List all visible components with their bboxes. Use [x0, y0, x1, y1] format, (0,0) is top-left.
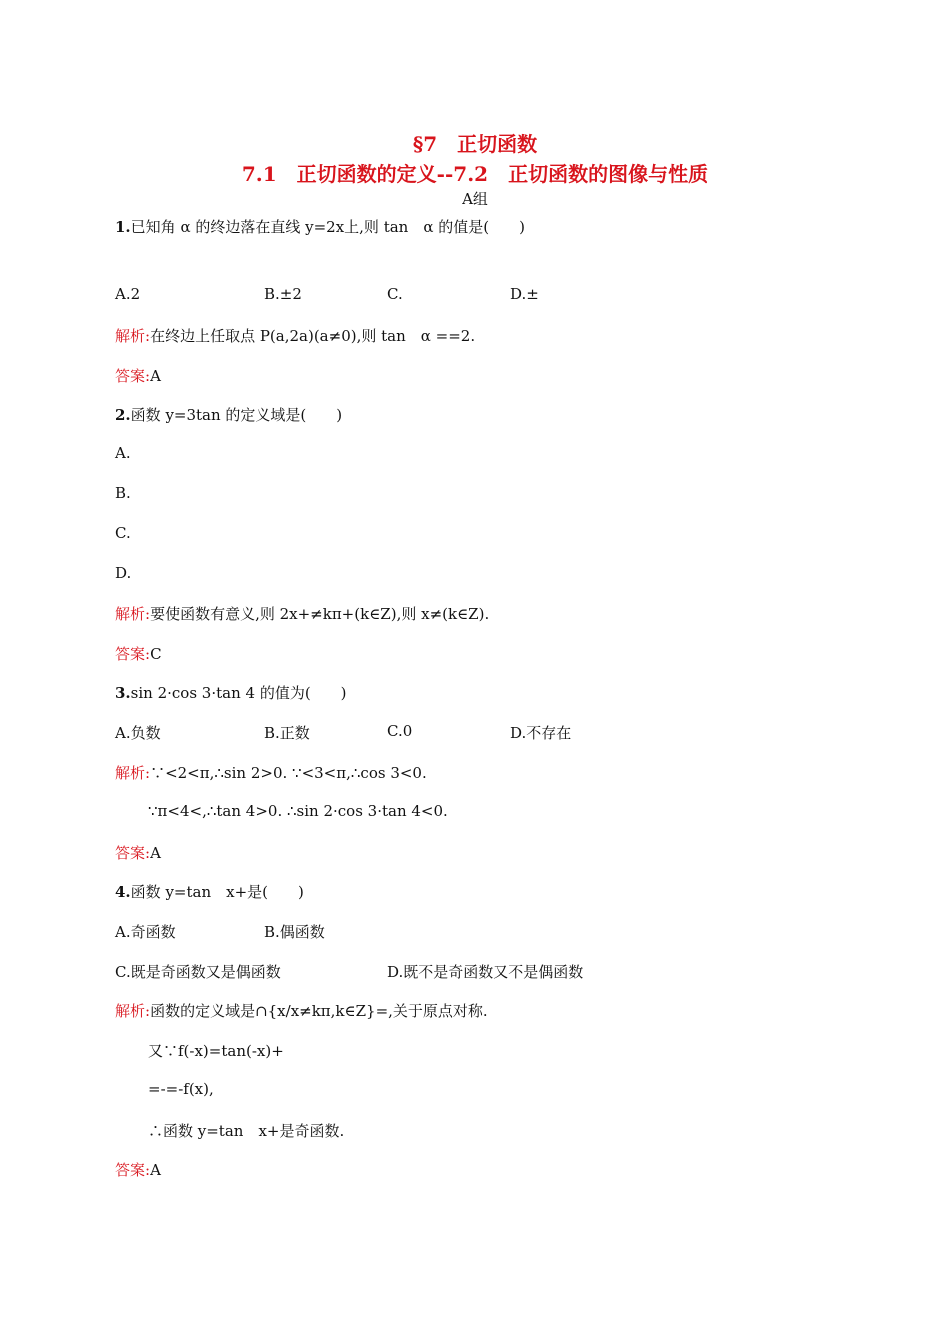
q1-answer-value: A [150, 367, 161, 385]
q2-analysis [115, 603, 489, 624]
q4-options-row1 [115, 921, 615, 941]
group-label: A组 [462, 190, 488, 208]
q2-stem-text: 函数 y=3tan 的定义域是( ) [130, 406, 343, 424]
q1-analysis-label: 解析: [115, 327, 151, 345]
q3-number: 3. [115, 684, 131, 702]
q2-option-a: A. [115, 444, 131, 462]
q3-analysis-line2: ∵π<4<,∴tan 4>0. ∴sin 2·cos 3·tan 4<0. [148, 802, 448, 820]
q3-option-a: A.负数 [115, 724, 161, 742]
q3-analysis [115, 762, 427, 783]
q4-answer-value: A [150, 1161, 161, 1179]
section-title: §7 正切函数 [412, 132, 538, 156]
q3-answer-label: 答案: [115, 844, 151, 862]
q1-analysis-text: 在终边上任取点 P(a,2a)(a≠0),则 tan α ==2. [150, 327, 476, 345]
q3-answer-value: A [150, 844, 161, 862]
q2-stem [115, 404, 342, 425]
q4-option-a: A.奇函数 [115, 923, 176, 941]
q4-analysis [115, 1000, 488, 1021]
q1-answer-label: 答案: [115, 367, 151, 385]
q3-analysis-label: 解析: [115, 764, 151, 782]
q2-answer-label: 答案: [115, 645, 151, 663]
q1-option-b: B.±2 [264, 285, 302, 303]
q1-options [115, 285, 615, 305]
q2-option-d: D. [115, 564, 132, 582]
section-subtitle: 7.1 正切函数的定义--7.2 正切函数的图像与性质 [241, 162, 709, 186]
q4-stem [115, 881, 304, 902]
q1-option-c: C. [387, 285, 403, 303]
q3-stem [115, 682, 347, 703]
q2-analysis-text: 要使函数有意义,则 2x+≠kπ+(k∈Z),则 x≠(k∈Z). [150, 605, 490, 623]
q4-analysis-label: 解析: [115, 1002, 151, 1020]
q3-options [115, 722, 615, 742]
q3-analysis-text: ∵<2<π,∴sin 2>0. ∵<3<π,∴cos 3<0. [150, 764, 427, 782]
q3-option-c: C.0 [387, 722, 413, 740]
q1-answer [115, 365, 161, 386]
q2-answer [115, 643, 162, 664]
q2-analysis-label: 解析: [115, 605, 151, 623]
q4-option-d: D.既不是奇函数又不是偶函数 [387, 963, 584, 981]
q4-analysis-line2: 又∵f(-x)=tan(-x)+ [148, 1042, 284, 1060]
q4-analysis-line3: =-=-f(x), [148, 1080, 214, 1098]
q1-stem [115, 216, 525, 237]
q3-option-b: B.正数 [264, 724, 310, 742]
q1-option-a: A.2 [115, 285, 141, 303]
q3-answer [115, 842, 161, 863]
q4-analysis-text: 函数的定义域是∩{x/x≠kπ,k∈Z}=,关于原点对称. [150, 1002, 488, 1020]
q4-options-row2 [115, 961, 715, 981]
q1-option-d: D.± [510, 285, 539, 303]
q4-number: 4. [115, 883, 131, 901]
q4-answer-label: 答案: [115, 1161, 151, 1179]
q4-answer [115, 1159, 161, 1180]
q4-analysis-line4: ∴函数 y=tan x+是奇函数. [148, 1122, 345, 1140]
q4-option-b: B.偶函数 [264, 923, 325, 941]
q3-option-d: D.不存在 [510, 724, 572, 742]
q4-option-c: C.既是奇函数又是偶函数 [115, 963, 281, 981]
q2-option-b: B. [115, 484, 131, 502]
q2-option-c: C. [115, 524, 131, 542]
q3-stem-text: sin 2·cos 3·tan 4 的值为( ) [130, 684, 347, 702]
q2-answer-value: C [150, 645, 162, 663]
q1-stem-text: 已知角 α 的终边落在直线 y=2x上,则 tan α 的值是( ) [130, 218, 525, 236]
q1-number: 1. [115, 218, 131, 236]
q1-analysis [115, 325, 475, 346]
q2-number: 2. [115, 406, 131, 424]
q4-stem-text: 函数 y=tan x+是( ) [130, 883, 304, 901]
